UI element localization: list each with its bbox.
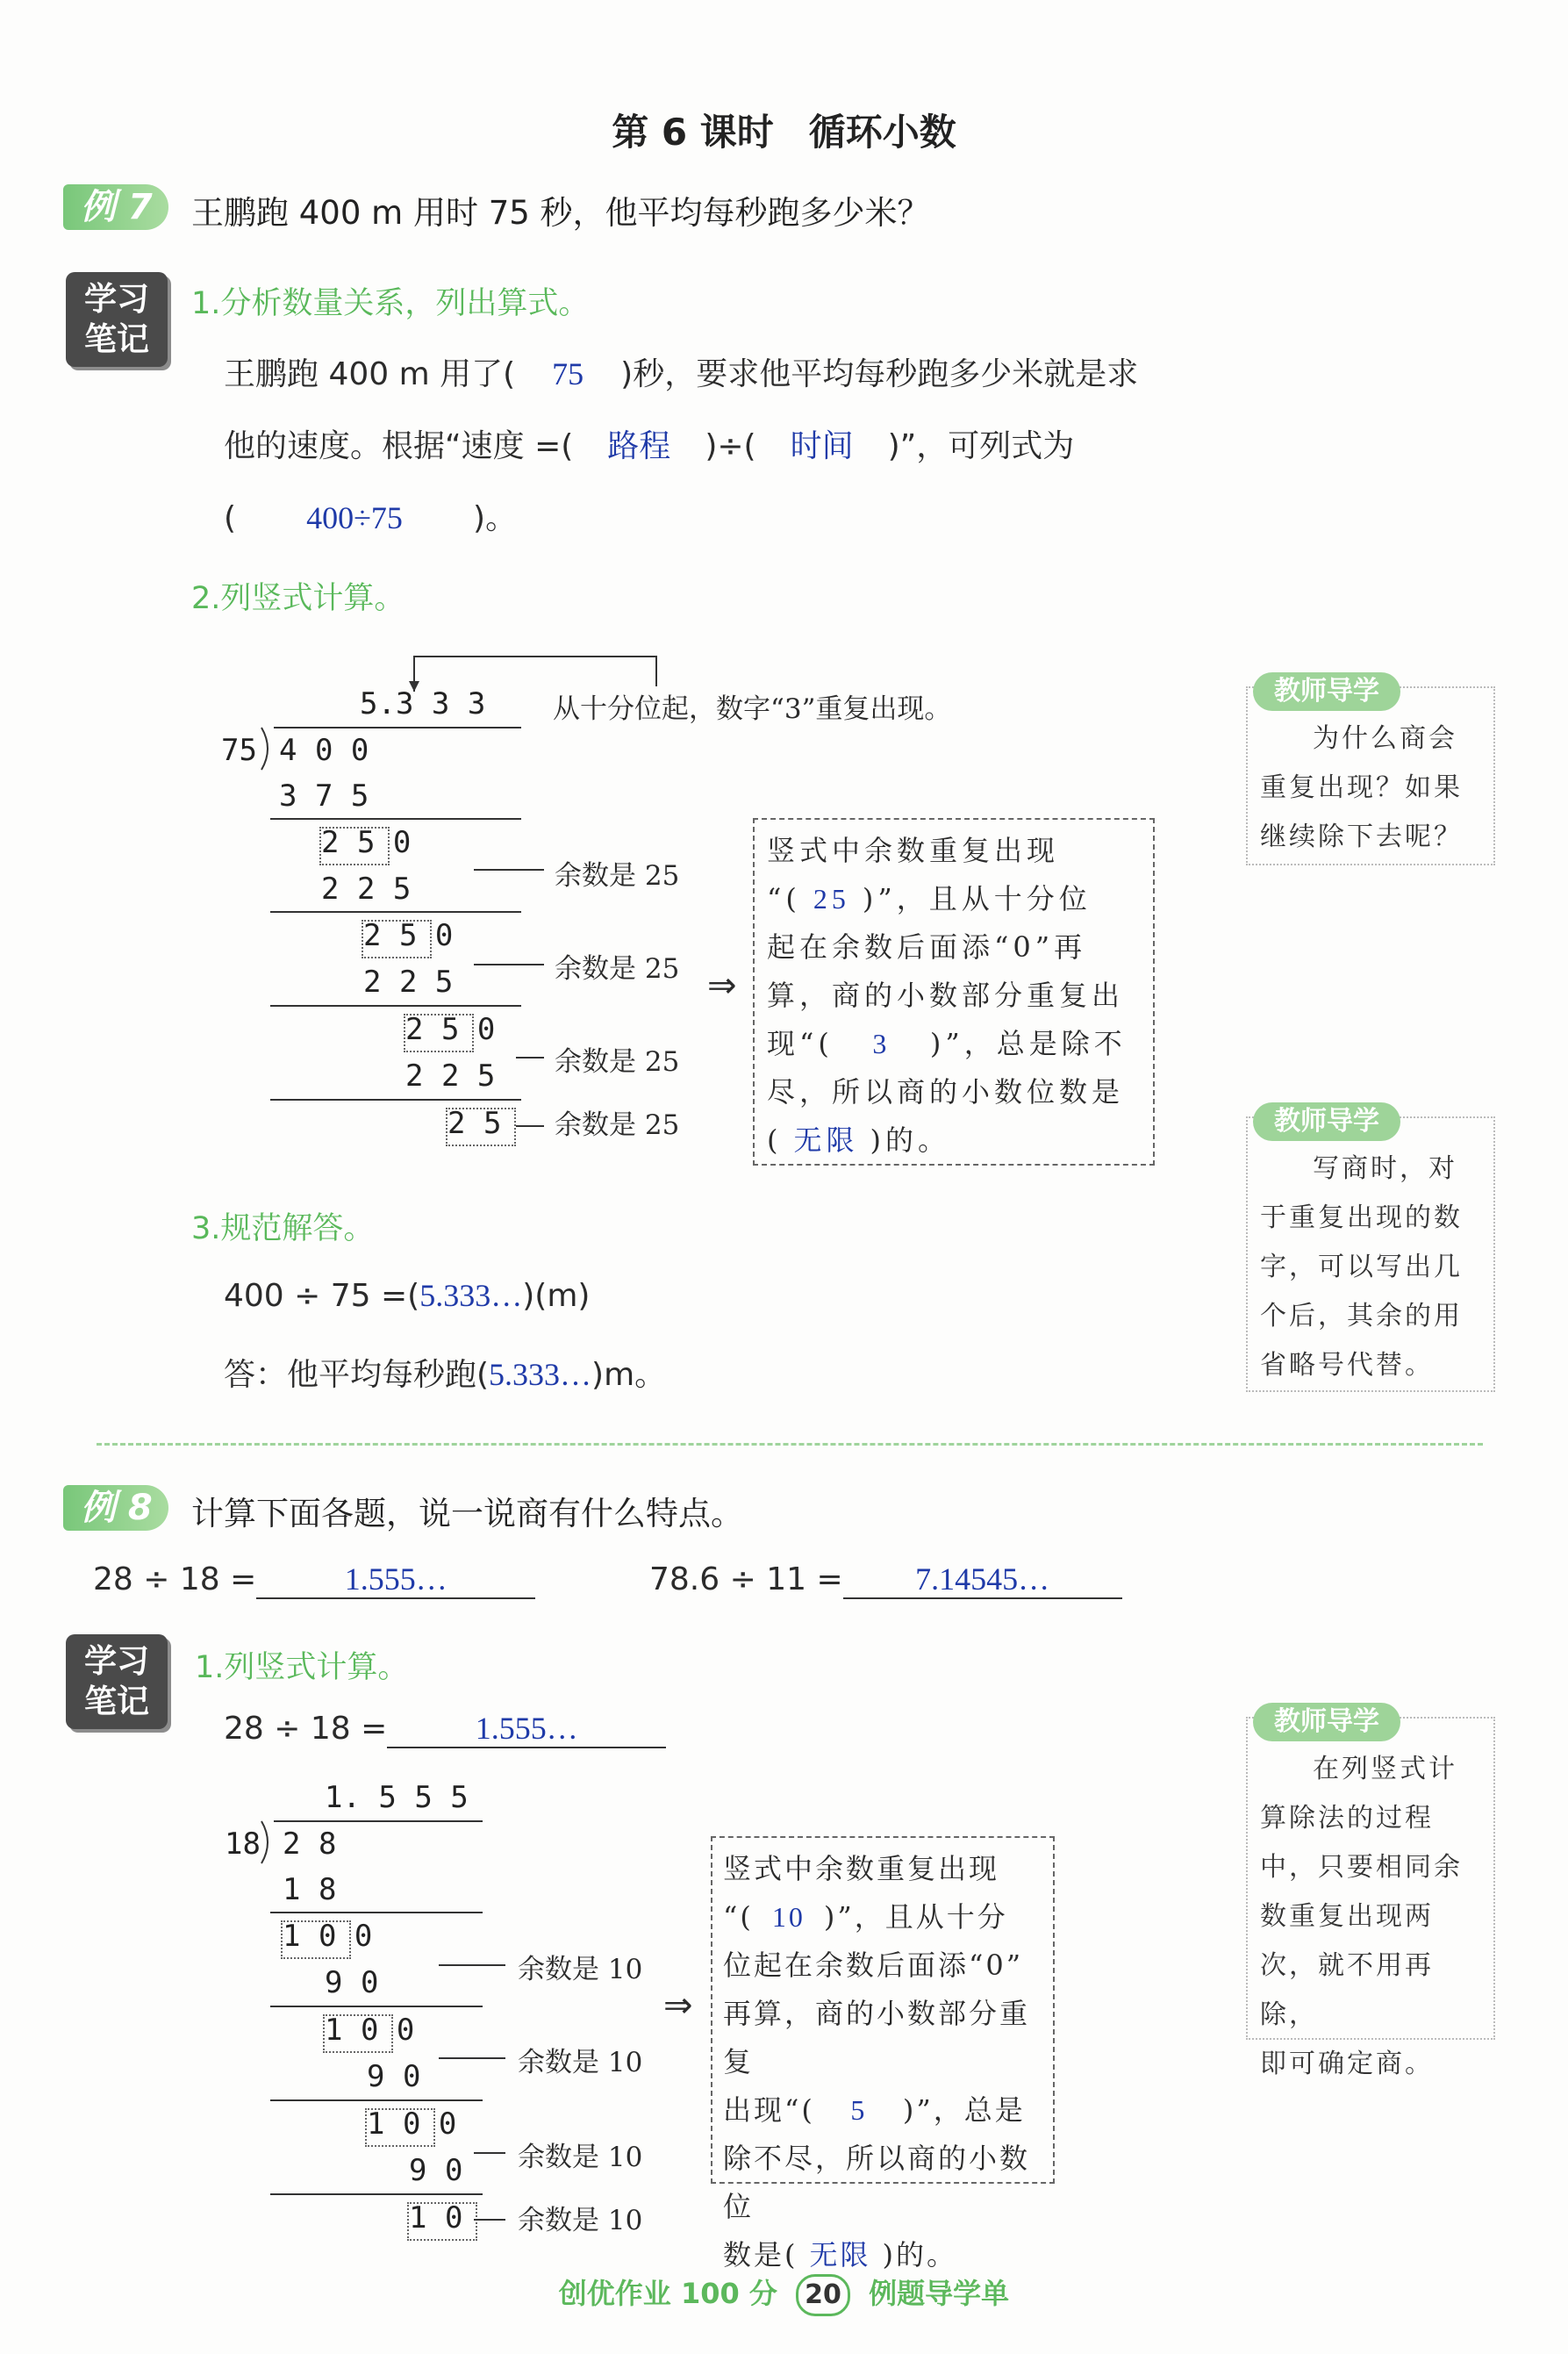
- text: (: [767, 1123, 783, 1157]
- box-line: 起在余数后面添“0”再: [767, 930, 1087, 964]
- note-line: 为什么商会: [1313, 723, 1457, 754]
- study-notes-badge: [66, 1634, 168, 1729]
- footer-brand: 创优作业 100 分: [558, 2277, 777, 2310]
- division-row: 1 0 0: [325, 2013, 415, 2048]
- problem-1-answer: 1.555…: [256, 1561, 535, 1599]
- note-line: 于重复出现的数: [1260, 1202, 1463, 1233]
- remainder-label: 余数是 25: [555, 1109, 680, 1141]
- divisor-8: 18: [225, 1827, 261, 1862]
- box-line: [767, 875, 1141, 923]
- remainder-pointer: [439, 2057, 505, 2059]
- note-line: 数重复出现两: [1260, 1901, 1434, 1932]
- teacher-note-3: [1246, 1706, 1495, 2079]
- dividend-8: 2 8: [283, 1827, 337, 1862]
- text: “(: [723, 1900, 754, 1934]
- division-bar-8: [274, 1820, 483, 1822]
- footer-section: 例题导学单: [869, 2277, 1010, 2310]
- division-bracket-8: [260, 1820, 277, 1864]
- note-line: 即可确定商。: [1260, 2049, 1434, 2079]
- step-1-heading: 1.列竖式计算。: [195, 1650, 409, 1685]
- text: )秒，要求他平均每秒跑多少米就是求: [620, 356, 1139, 392]
- remainder-label: 余数是 10: [518, 1954, 643, 1985]
- page-footer: [0, 2271, 1568, 2316]
- equation-answer: 1.555…: [387, 1710, 666, 1748]
- answer-10: 10: [771, 1901, 805, 1933]
- note-line: 写商时，对: [1313, 1153, 1457, 1184]
- lesson-name: 循环小数: [808, 111, 956, 154]
- division-row: 1 0 0: [367, 2106, 457, 2142]
- section-divider: [97, 1443, 1483, 1446]
- division-line: [270, 1099, 521, 1101]
- division-row: 3 7 5: [279, 779, 369, 814]
- implies-arrow: ⇒: [663, 1985, 693, 2026]
- remainder-label: 余数是 25: [555, 860, 680, 892]
- text: 现“(: [767, 1027, 834, 1060]
- box-line: 算，商的小数部分重复出: [767, 979, 1125, 1012]
- division-line: [270, 818, 521, 820]
- division-row: 2 2 5: [363, 965, 454, 1000]
- division-line: [270, 1005, 521, 1007]
- note-line: 继续除下去呢？: [1260, 822, 1463, 852]
- text: )。: [473, 500, 518, 536]
- step-3-heading: 3.规范解答。: [191, 1211, 375, 1246]
- note-line: 次，就不用再除，: [1260, 1950, 1434, 2030]
- problem-1: [93, 1561, 535, 1599]
- answer-quotient: 5.333…: [419, 1278, 523, 1313]
- remainder-label: 余数是 10: [518, 2047, 643, 2078]
- box-line: 竖式中余数重复出现: [723, 1852, 1000, 1885]
- box-line: [767, 1116, 1141, 1165]
- teacher-note-text: [1260, 1145, 1488, 1390]
- box-line: [767, 1020, 1141, 1068]
- quotient-7: 5.3 3 3: [360, 686, 486, 721]
- remainder-pointer: [474, 869, 544, 871]
- lesson-number: 第 6 课时: [612, 111, 774, 154]
- text: )(m): [522, 1278, 591, 1314]
- text: 28 ÷ 18 =: [93, 1561, 257, 1597]
- study-notes-badge: [66, 272, 168, 367]
- text: 28 ÷ 18 =: [224, 1711, 388, 1747]
- answer-25: 25: [813, 883, 850, 915]
- text: “(: [767, 882, 801, 915]
- step-1-heading: 1.分析数量关系，列出算式。: [191, 286, 590, 321]
- example-8-equation: [224, 1710, 666, 1748]
- division-row: 1 0 0: [283, 1919, 373, 1954]
- answer-infinite: 无限: [793, 1124, 859, 1156]
- division-row: 1 8: [283, 1872, 337, 1907]
- box-line: 再算，商的小数部分重复: [723, 1997, 1031, 2078]
- analysis-line-3: [224, 493, 517, 538]
- problem-2-answer: 7.14545…: [843, 1561, 1122, 1599]
- division-line: [270, 2006, 483, 2007]
- divisor-7: 75: [221, 733, 257, 768]
- remainder-pointer: [516, 1057, 544, 1059]
- example-8-question: 计算下面各题，说一说商有什么特点。: [191, 1495, 743, 1532]
- analysis-line-1: [224, 349, 1138, 394]
- teacher-note-1: [1246, 676, 1495, 865]
- division-row: 9 0: [325, 1965, 379, 2000]
- division-bar-7: [274, 727, 521, 728]
- division-line: [270, 911, 521, 913]
- notes-line-2: 笔记: [84, 1683, 149, 1720]
- text: )”，总是: [902, 2093, 1026, 2127]
- box-line: 位起在余数后面添“0”: [723, 1949, 1024, 1982]
- example-8-tag: 例 8: [63, 1485, 168, 1531]
- text: (: [224, 500, 237, 536]
- text: 400 ÷ 75 =(: [224, 1278, 420, 1314]
- text: )”，且从十分位: [862, 882, 1092, 915]
- repeat-note: 从十分位起，数字“3”重复出现。: [553, 693, 952, 725]
- box-line: [723, 2086, 1042, 2135]
- division-row: 2 2 5: [321, 872, 412, 907]
- page-number: 20: [796, 2274, 850, 2316]
- box-line: 竖式中余数重复出现: [767, 834, 1060, 867]
- answer-3: 3: [872, 1028, 891, 1059]
- teacher-label: 教师导学: [1253, 1102, 1400, 1141]
- quotient-8: 1. 5 5 5: [325, 1780, 469, 1815]
- text: 数是(: [723, 2238, 798, 2271]
- explanation-box-7: [753, 818, 1155, 1166]
- text: 答：他平均每秒跑(: [224, 1357, 490, 1393]
- note-line: 在列竖式计: [1313, 1754, 1457, 1784]
- step-2-heading: 2.列竖式计算。: [191, 581, 405, 616]
- remainder-pointer: [439, 1964, 505, 1966]
- text: )的。: [870, 1123, 950, 1157]
- division-row: 2 2 5: [405, 1059, 496, 1094]
- note-line: 省略号代替。: [1260, 1350, 1434, 1381]
- answer-line: [224, 1350, 666, 1395]
- box-line: 除不尽，所以商的小数位: [723, 2142, 1031, 2223]
- notes-line-1: 学习: [84, 1642, 149, 1680]
- box-line: [723, 1893, 1042, 1941]
- division-row: 2 5: [447, 1106, 502, 1141]
- remainder-label: 余数是 10: [518, 2142, 643, 2173]
- text: 78.6 ÷ 11 =: [649, 1561, 843, 1597]
- calculation-line: [224, 1277, 590, 1314]
- problem-2: [649, 1561, 1122, 1599]
- analysis-line-2: [224, 421, 1074, 466]
- division-row: 1 0: [409, 2200, 463, 2236]
- note-line: 字，可以写出几: [1260, 1252, 1463, 1282]
- division-line: [270, 1912, 483, 1913]
- text: )的。: [882, 2238, 957, 2271]
- division-row: 9 0: [367, 2059, 421, 2094]
- lesson-title: [0, 104, 1568, 156]
- answer-distance: 路程: [607, 428, 671, 463]
- notes-line-1: 学习: [84, 280, 149, 318]
- remainder-pointer: [474, 964, 544, 965]
- division-row: 2 5 0: [363, 918, 454, 953]
- text: 他的速度。根据“速度 =(: [224, 428, 574, 464]
- note-line: 算除法的过程: [1260, 1803, 1434, 1834]
- text: )”，总是除不: [929, 1027, 1127, 1060]
- text: )÷(: [705, 428, 756, 464]
- remainder-label: 余数是 10: [518, 2205, 643, 2236]
- division-row: 9 0: [409, 2153, 463, 2188]
- division-line: [270, 2099, 483, 2101]
- teacher-note-text: [1260, 1745, 1488, 2089]
- remainder-label: 余数是 25: [555, 953, 680, 985]
- example-7-question: 王鹏跑 400 m 用时 75 秒，他平均每秒跑多少米？: [191, 194, 930, 232]
- division-bracket-7: [260, 727, 277, 771]
- note-line: 重复出现？如果: [1260, 772, 1463, 803]
- example-7-tag: 例 7: [63, 184, 168, 230]
- division-line: [270, 2193, 483, 2195]
- remainder-pointer: [516, 1125, 544, 1127]
- text: 王鹏跑 400 m 用了(: [224, 356, 516, 392]
- note-line: 中，只要相同余: [1260, 1852, 1463, 1883]
- division-row: 2 5 0: [405, 1012, 496, 1047]
- dividend-7: 4 0 0: [279, 733, 369, 768]
- notes-line-2: 笔记: [84, 320, 149, 358]
- remainder-pointer: [474, 2219, 505, 2221]
- answer-5: 5: [850, 2094, 868, 2126]
- text: )m。: [591, 1357, 667, 1393]
- teacher-label: 教师导学: [1253, 1703, 1400, 1741]
- answer-75: 75: [552, 356, 584, 391]
- answer-infinite: 无限: [809, 2239, 871, 2271]
- text: )”，可列式为: [887, 428, 1075, 464]
- teacher-label: 教师导学: [1253, 672, 1400, 711]
- explanation-box-8: [711, 1836, 1055, 2271]
- teacher-note-text: [1260, 714, 1488, 862]
- text: 出现“(: [723, 2093, 815, 2127]
- implies-arrow: ⇒: [707, 965, 737, 1006]
- box-line: 尽，所以商的小数位数是: [767, 1075, 1125, 1109]
- bracket-svg: [260, 1820, 277, 1864]
- division-row: 2 5 0: [321, 825, 412, 860]
- text: )”，且从十分: [823, 1900, 1008, 1934]
- remainder-pointer: [474, 2152, 505, 2154]
- note-line: 个后，其余的用: [1260, 1301, 1463, 1331]
- answer-time: 时间: [790, 428, 854, 463]
- answer-speed: 5.333…: [489, 1357, 592, 1392]
- remainder-label: 余数是 25: [555, 1046, 680, 1078]
- teacher-note-2: [1246, 1106, 1495, 1392]
- answer-expression: 400÷75: [306, 500, 403, 535]
